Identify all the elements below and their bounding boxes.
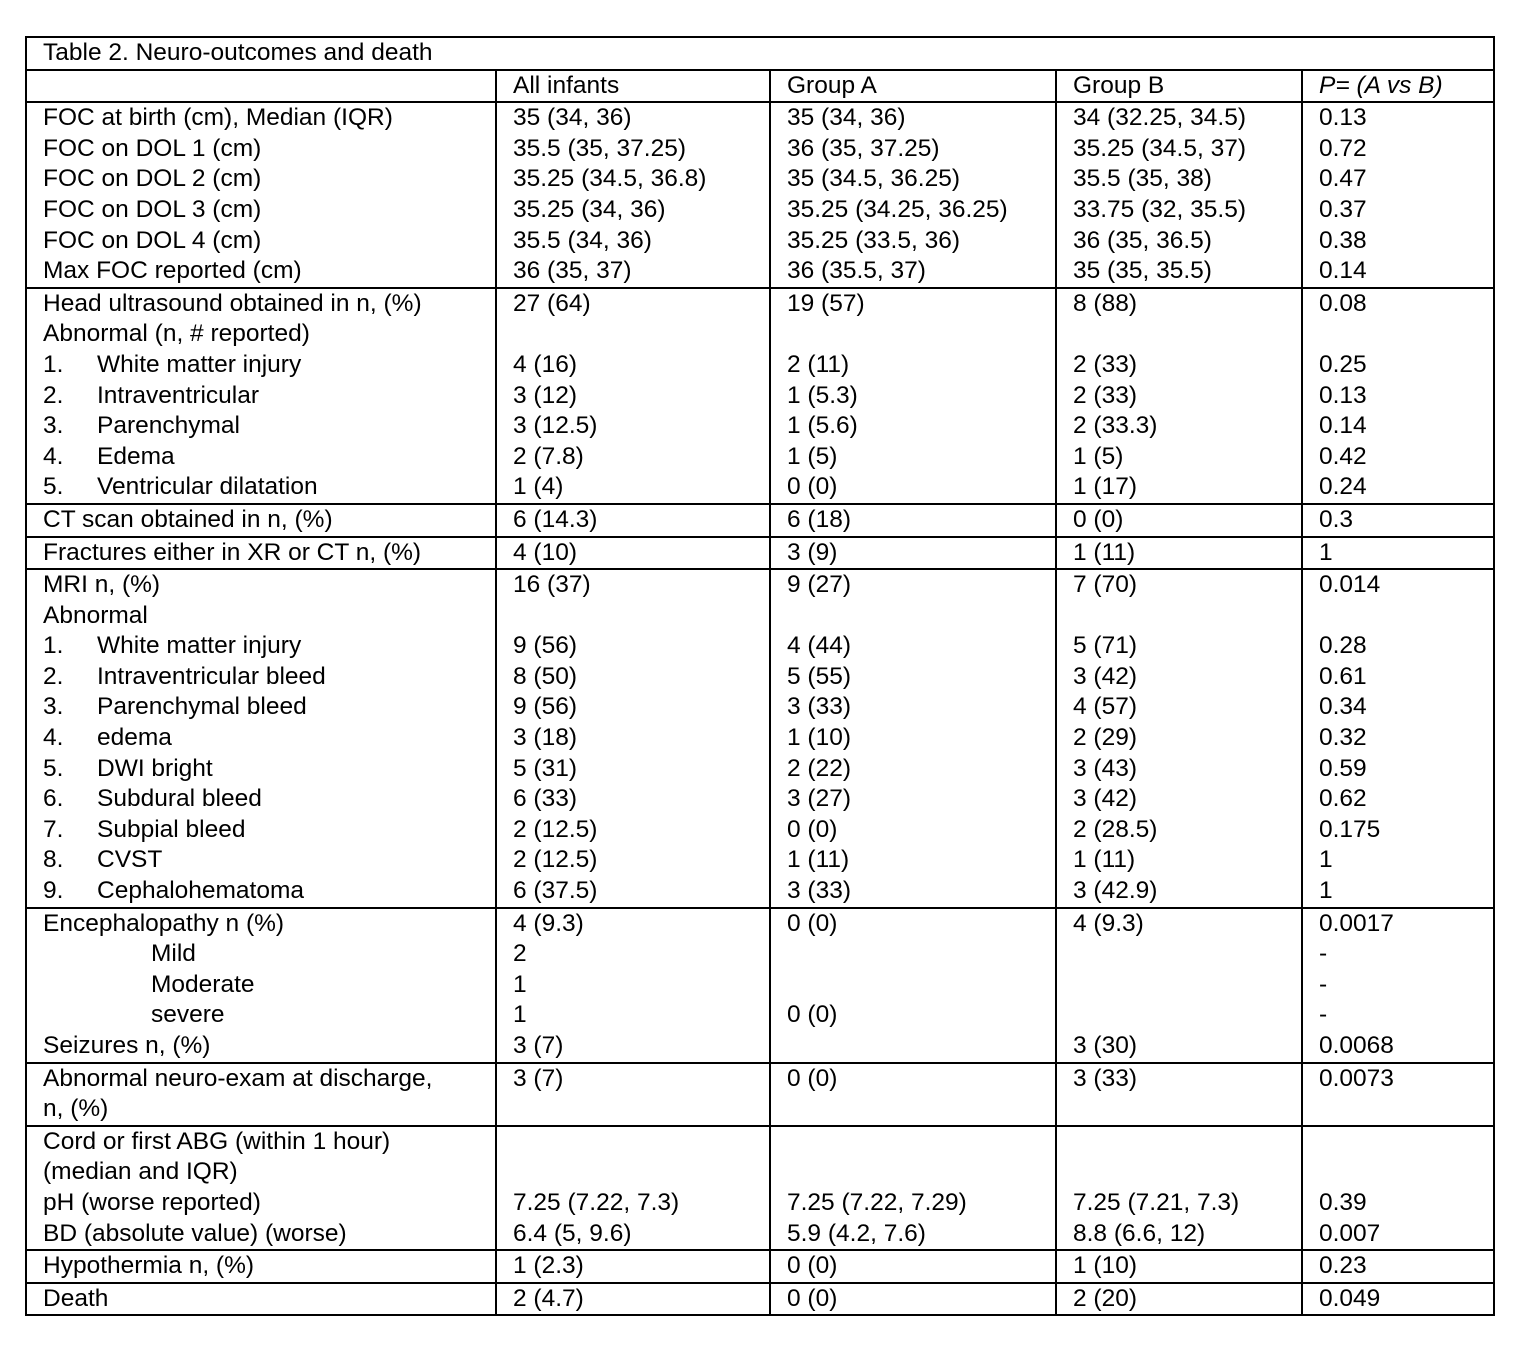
row-value: 0.049 — [1319, 1284, 1381, 1312]
sub-item-text: Moderate — [151, 970, 255, 998]
list-item-label: Intraventricular — [97, 381, 260, 409]
row-value: 35.25 (33.5, 36) — [787, 226, 960, 254]
row-value: 2 — [513, 940, 527, 968]
list-item — [43, 442, 495, 473]
list-item — [43, 845, 495, 876]
row-value: 0.175 — [1319, 815, 1381, 843]
outcomes-table — [25, 36, 1495, 1316]
section-cell-label — [26, 1283, 496, 1316]
row-value: 6 (33) — [513, 785, 578, 813]
list-item — [43, 754, 495, 785]
row-value: 8.8 (6.6, 12) — [1073, 1219, 1206, 1247]
row-value: 35 (35, 35.5) — [1073, 257, 1212, 285]
row-label: Seizures n, (%) — [43, 1032, 211, 1059]
row-value: 1 (11) — [1073, 846, 1136, 874]
row-label: FOC on DOL 4 (cm) — [43, 226, 262, 254]
row-value: 0.14 — [1319, 412, 1367, 440]
row-value: 5.9 (4.2, 7.6) — [787, 1219, 926, 1247]
section-cell-p-value — [1302, 504, 1494, 537]
section-cell-all-infants — [496, 1063, 770, 1126]
section-cell-label — [26, 908, 496, 1063]
section-cell-label — [26, 288, 496, 504]
section-cell-label — [26, 1063, 496, 1126]
list-item-number: 1. — [43, 632, 64, 660]
row-label: Hypothermia n, (%) — [43, 1252, 255, 1280]
list-item-label: CVST — [97, 846, 163, 874]
row-value: 1 (5.6) — [787, 412, 858, 440]
row-value: 7.25 (7.22, 7.3) — [513, 1188, 680, 1216]
row-value: 0.34 — [1319, 693, 1367, 721]
list-item-number: 1. — [43, 350, 64, 378]
row-value: 4 (9.3) — [513, 909, 584, 937]
row-value: 1 (10) — [1073, 1252, 1138, 1280]
row-value: 1 (5.3) — [787, 381, 858, 409]
row-value: 1 (11) — [787, 846, 850, 874]
list-item-number: 5. — [43, 754, 64, 782]
section-cell-p-value — [1302, 1126, 1494, 1250]
row-value: 0.13 — [1319, 381, 1367, 409]
list-item — [43, 350, 495, 381]
row-label: n, (%) — [43, 1095, 109, 1123]
row-value: 0.24 — [1319, 473, 1367, 501]
row-value: 6 (18) — [787, 505, 852, 533]
row-label: (median and IQR) — [43, 1158, 238, 1186]
row-value: 3 (42) — [1073, 662, 1138, 690]
row-value — [787, 970, 1055, 1001]
sub-item-label — [43, 1000, 495, 1031]
section-cell-group-b — [1056, 537, 1302, 570]
row-label: Abnormal — [43, 601, 148, 629]
table-section-row — [26, 504, 1494, 537]
row-value — [1319, 1157, 1493, 1188]
section-cell-all-infants — [496, 1283, 770, 1316]
row-value — [787, 1127, 1055, 1158]
list-item-label: Subdural bleed — [97, 785, 262, 813]
row-value: 2 (28.5) — [1073, 815, 1158, 843]
section-cell-p-value — [1302, 102, 1494, 288]
row-value: 2 (11) — [787, 350, 850, 378]
row-value: 0.37 — [1319, 195, 1367, 223]
row-value: 35 (34.5, 36.25) — [787, 165, 960, 193]
row-value: 9 (56) — [513, 632, 578, 660]
section-cell-group-a — [770, 1126, 1056, 1250]
row-value: 0.62 — [1319, 785, 1367, 813]
row-value: 3 (30) — [1073, 1032, 1138, 1059]
row-value: 7.25 (7.21, 7.3) — [1073, 1188, 1240, 1216]
row-value: 9 (27) — [787, 571, 852, 599]
row-value: 2 (4.7) — [513, 1284, 584, 1312]
row-value: 9 (56) — [513, 693, 578, 721]
row-value: 1 — [513, 970, 527, 998]
list-item — [43, 876, 495, 907]
row-value: 0.014 — [1319, 571, 1381, 599]
table-title-row — [26, 37, 1494, 70]
row-value — [787, 1094, 1055, 1125]
row-value: 6 (14.3) — [513, 505, 598, 533]
list-item-label: Subpial bleed — [97, 815, 246, 843]
list-item-number: 5. — [43, 473, 64, 501]
list-item-label: White matter injury — [97, 350, 302, 378]
row-value: 6 (37.5) — [513, 877, 598, 905]
section-cell-p-value — [1302, 1063, 1494, 1126]
list-item-label: Parenchymal — [97, 412, 240, 440]
table-section-row — [26, 1283, 1494, 1316]
row-value: 0.25 — [1319, 350, 1367, 378]
row-value: 35.5 (34, 36) — [513, 226, 652, 254]
row-value: 1 (5) — [787, 442, 838, 470]
section-cell-all-infants — [496, 908, 770, 1063]
list-item-number: 2. — [43, 381, 64, 409]
row-value: 3 (27) — [787, 785, 852, 813]
header-cell-empty — [26, 70, 496, 103]
row-value: 3 (33) — [1073, 1064, 1138, 1092]
section-cell-group-b — [1056, 1250, 1302, 1283]
row-label: Cord or first ABG (within 1 hour) — [43, 1127, 391, 1155]
section-cell-p-value — [1302, 537, 1494, 570]
row-label: Encephalopathy n (%) — [43, 909, 285, 937]
list-item-number: 2. — [43, 662, 64, 690]
row-value — [1073, 970, 1301, 1001]
row-label: FOC on DOL 2 (cm) — [43, 165, 262, 193]
section-cell-p-value — [1302, 1250, 1494, 1283]
row-value — [1319, 1094, 1493, 1125]
row-label: Head ultrasound obtained in n, (%) — [43, 289, 422, 317]
row-value — [1073, 939, 1301, 970]
row-value: 35.25 (34.5, 36.8) — [513, 165, 707, 193]
list-item-label: DWI bright — [97, 754, 213, 782]
row-value: 8 (88) — [1073, 289, 1138, 317]
list-item-label: White matter injury — [97, 632, 302, 660]
row-value: 1 (5) — [1073, 442, 1124, 470]
list-item — [43, 631, 495, 662]
row-value — [787, 939, 1055, 970]
row-value — [513, 319, 769, 350]
row-value: 5 (55) — [787, 662, 852, 690]
row-value: 7.25 (7.22, 7.29) — [787, 1188, 967, 1216]
row-value — [1073, 1094, 1301, 1125]
list-item — [43, 723, 495, 754]
row-value: 35.25 (34.25, 36.25) — [787, 195, 1008, 223]
section-cell-group-b — [1056, 1283, 1302, 1316]
section-cell-group-a — [770, 288, 1056, 504]
row-value: 1 — [1319, 846, 1333, 874]
row-value — [1073, 1000, 1301, 1031]
row-value: - — [1319, 1001, 1328, 1029]
row-value: 0.007 — [1319, 1219, 1381, 1247]
row-value: 0.32 — [1319, 724, 1367, 752]
row-value: 5 (31) — [513, 754, 578, 782]
section-cell-label — [26, 569, 496, 908]
row-label: CT scan obtained in n, (%) — [43, 505, 333, 533]
table-title: Table 2. Neuro-outcomes and death — [26, 37, 1494, 70]
sub-item-label — [43, 939, 495, 970]
list-item — [43, 815, 495, 846]
row-value — [787, 319, 1055, 350]
row-label: Fractures either in XR or CT n, (%) — [43, 538, 422, 566]
row-value: 3 (12) — [513, 381, 578, 409]
row-value: 0 (0) — [787, 1064, 838, 1092]
list-item-number: 9. — [43, 877, 64, 905]
row-value — [513, 601, 769, 632]
section-cell-label — [26, 1250, 496, 1283]
section-cell-group-a — [770, 1283, 1056, 1316]
row-value: 8 (50) — [513, 662, 578, 690]
row-value: 35 (34, 36) — [787, 104, 906, 132]
row-value — [787, 1031, 1055, 1062]
row-value: 0.61 — [1319, 662, 1367, 690]
row-value: 2 (33) — [1073, 350, 1138, 378]
row-value — [1319, 601, 1493, 632]
list-item-label: Ventricular dilatation — [97, 473, 318, 501]
row-label: Max FOC reported (cm) — [43, 257, 302, 285]
header-cell-all-infants: All infants — [496, 70, 770, 103]
section-cell-p-value — [1302, 288, 1494, 504]
row-value: 3 (42.9) — [1073, 877, 1158, 905]
row-value: 0.14 — [1319, 257, 1367, 285]
row-value: 1 — [513, 1001, 527, 1029]
row-value: 0.47 — [1319, 165, 1367, 193]
row-value: 0.59 — [1319, 754, 1367, 782]
section-cell-label — [26, 1126, 496, 1250]
row-value: 2 (20) — [1073, 1284, 1138, 1312]
sub-item-text: Mild — [151, 940, 196, 968]
row-value — [513, 1157, 769, 1188]
row-value: 1 (2.3) — [513, 1252, 584, 1280]
row-value: 0 (0) — [787, 815, 838, 843]
row-value — [787, 1157, 1055, 1188]
section-cell-group-a — [770, 1250, 1056, 1283]
row-value: 1 (11) — [1073, 538, 1136, 566]
section-cell-group-b — [1056, 569, 1302, 908]
section-cell-all-infants — [496, 1126, 770, 1250]
row-value: 0 (0) — [787, 1001, 838, 1029]
row-label: MRI n, (%) — [43, 571, 161, 599]
row-value: 3 (33) — [787, 877, 852, 905]
row-value: 7 (70) — [1073, 571, 1138, 599]
row-value: 2 (33.3) — [1073, 412, 1158, 440]
section-cell-group-a — [770, 569, 1056, 908]
row-label: FOC at birth (cm), Median (IQR) — [43, 104, 393, 132]
row-value: 0.08 — [1319, 289, 1367, 317]
row-value: 0.0068 — [1319, 1032, 1394, 1059]
row-value: 36 (35, 36.5) — [1073, 226, 1212, 254]
row-value — [1319, 1127, 1493, 1158]
section-cell-group-b — [1056, 288, 1302, 504]
row-value: 3 (33) — [787, 693, 852, 721]
list-item — [43, 784, 495, 815]
row-value: 0 (0) — [787, 909, 838, 937]
list-item — [43, 692, 495, 723]
row-value: 3 (42) — [1073, 785, 1138, 813]
row-value: 36 (35.5, 37) — [787, 257, 926, 285]
list-item-number: 8. — [43, 846, 64, 874]
row-value: - — [1319, 940, 1328, 968]
row-label: Abnormal neuro-exam at discharge, — [43, 1064, 433, 1092]
row-value — [787, 601, 1055, 632]
row-value: 0.0017 — [1319, 909, 1394, 937]
table-section-row — [26, 908, 1494, 1063]
section-cell-all-infants — [496, 1250, 770, 1283]
section-cell-group-a — [770, 908, 1056, 1063]
row-value: 2 (33) — [1073, 381, 1138, 409]
row-value: 2 (12.5) — [513, 846, 598, 874]
table-section-row — [26, 1063, 1494, 1126]
row-value: 2 (29) — [1073, 724, 1138, 752]
row-value: 36 (35, 37) — [513, 257, 632, 285]
row-value: 0 (0) — [787, 473, 838, 501]
row-value: 36 (35, 37.25) — [787, 134, 940, 162]
row-label: BD (absolute value) (worse) — [43, 1219, 347, 1247]
row-value: 19 (57) — [787, 289, 865, 317]
row-value: 2 (22) — [787, 754, 852, 782]
list-item — [43, 411, 495, 442]
row-value: 35.25 (34, 36) — [513, 195, 666, 223]
row-value: 1 — [1319, 877, 1333, 905]
row-value: 0 (0) — [1073, 505, 1124, 533]
row-value: 27 (64) — [513, 289, 591, 317]
row-value: 0.39 — [1319, 1188, 1367, 1216]
row-label: FOC on DOL 3 (cm) — [43, 195, 262, 223]
row-value: 0.28 — [1319, 632, 1367, 660]
row-value: 0.3 — [1319, 505, 1354, 533]
row-value: 35.5 (35, 37.25) — [513, 134, 686, 162]
table-section-row — [26, 1126, 1494, 1250]
list-item-number: 7. — [43, 815, 64, 843]
table-body — [26, 37, 1494, 1315]
row-value — [1073, 601, 1301, 632]
row-value: 0.72 — [1319, 134, 1367, 162]
row-value: 2 (7.8) — [513, 442, 584, 470]
row-value: 3 (7) — [513, 1064, 564, 1092]
row-value: 35.25 (34.5, 37) — [1073, 134, 1246, 162]
list-item-number: 4. — [43, 724, 64, 752]
list-item-number: 4. — [43, 442, 64, 470]
list-item-label: Intraventricular bleed — [97, 662, 326, 690]
row-value — [1073, 319, 1301, 350]
section-cell-label — [26, 102, 496, 288]
table-section-row — [26, 569, 1494, 908]
list-item-number: 3. — [43, 693, 64, 721]
row-value: 4 (9.3) — [1073, 909, 1144, 937]
list-item-label: Parenchymal bleed — [97, 693, 307, 721]
row-value: 34 (32.25, 34.5) — [1073, 104, 1246, 132]
row-value: 0 (0) — [787, 1252, 838, 1280]
row-value: 1 (10) — [787, 724, 852, 752]
row-value: 1 (4) — [513, 473, 564, 501]
row-value: 0.13 — [1319, 104, 1367, 132]
row-value: 1 — [1319, 538, 1333, 566]
list-item-label: Edema — [97, 442, 175, 470]
section-cell-group-a — [770, 537, 1056, 570]
row-value — [513, 1127, 769, 1158]
row-value: 5 (71) — [1073, 632, 1138, 660]
section-cell-group-b — [1056, 1063, 1302, 1126]
section-cell-label — [26, 537, 496, 570]
header-cell-group-a: Group A — [770, 70, 1056, 103]
section-cell-label — [26, 504, 496, 537]
row-value: 4 (44) — [787, 632, 852, 660]
list-item-label: edema — [97, 724, 172, 752]
row-value: 6.4 (5, 9.6) — [513, 1219, 632, 1247]
row-value: - — [1319, 970, 1328, 998]
section-cell-group-b — [1056, 102, 1302, 288]
section-cell-group-a — [770, 102, 1056, 288]
row-value — [1073, 1127, 1301, 1158]
section-cell-all-infants — [496, 288, 770, 504]
row-value: 0 (0) — [787, 1284, 838, 1312]
table-section-row — [26, 102, 1494, 288]
section-cell-all-infants — [496, 569, 770, 908]
row-value — [513, 1094, 769, 1125]
section-cell-all-infants — [496, 102, 770, 288]
sub-item-label — [43, 970, 495, 1001]
list-item-number: 6. — [43, 785, 64, 813]
row-value: 0.23 — [1319, 1252, 1367, 1280]
row-value: 2 (12.5) — [513, 815, 598, 843]
row-label: FOC on DOL 1 (cm) — [43, 134, 262, 162]
section-cell-p-value — [1302, 1283, 1494, 1316]
list-item — [43, 381, 495, 412]
row-value: 35 (34, 36) — [513, 104, 632, 132]
row-value: 35.5 (35, 38) — [1073, 165, 1212, 193]
table-section-row — [26, 1250, 1494, 1283]
row-label: Death — [43, 1284, 109, 1312]
row-value: 4 (10) — [513, 538, 578, 566]
row-value: 0.38 — [1319, 226, 1367, 254]
sub-item-text: severe — [151, 1001, 225, 1029]
row-value: 3 (18) — [513, 724, 578, 752]
section-cell-all-infants — [496, 504, 770, 537]
row-value: 0.0073 — [1319, 1064, 1394, 1092]
row-value: 33.75 (32, 35.5) — [1073, 195, 1246, 223]
row-value: 3 (9) — [787, 538, 838, 566]
section-cell-group-b — [1056, 908, 1302, 1063]
row-label: pH (worse reported) — [43, 1188, 261, 1216]
row-value: 3 (12.5) — [513, 412, 598, 440]
row-value: 0.42 — [1319, 442, 1367, 470]
row-value: 4 (57) — [1073, 693, 1138, 721]
list-item-label: Cephalohematoma — [97, 877, 305, 905]
section-cell-all-infants — [496, 537, 770, 570]
row-value: 4 (16) — [513, 350, 578, 378]
table-header-row — [26, 70, 1494, 103]
section-cell-group-b — [1056, 504, 1302, 537]
row-value — [1319, 319, 1493, 350]
row-value: 16 (37) — [513, 571, 591, 599]
header-cell-p-value: P= (A vs B) — [1302, 70, 1494, 103]
section-cell-group-a — [770, 504, 1056, 537]
row-value: 1 (17) — [1073, 473, 1138, 501]
section-cell-group-b — [1056, 1126, 1302, 1250]
list-item-number: 3. — [43, 412, 64, 440]
header-cell-group-b: Group B — [1056, 70, 1302, 103]
list-item — [43, 662, 495, 693]
row-value: 3 (43) — [1073, 754, 1138, 782]
table-section-row — [26, 537, 1494, 570]
list-item — [43, 472, 495, 503]
section-cell-p-value — [1302, 569, 1494, 908]
row-value — [1073, 1157, 1301, 1188]
row-value: 3 (7) — [513, 1032, 564, 1059]
section-cell-group-a — [770, 1063, 1056, 1126]
row-label: Abnormal (n, # reported) — [43, 320, 310, 348]
table-section-row — [26, 288, 1494, 504]
section-cell-p-value — [1302, 908, 1494, 1063]
